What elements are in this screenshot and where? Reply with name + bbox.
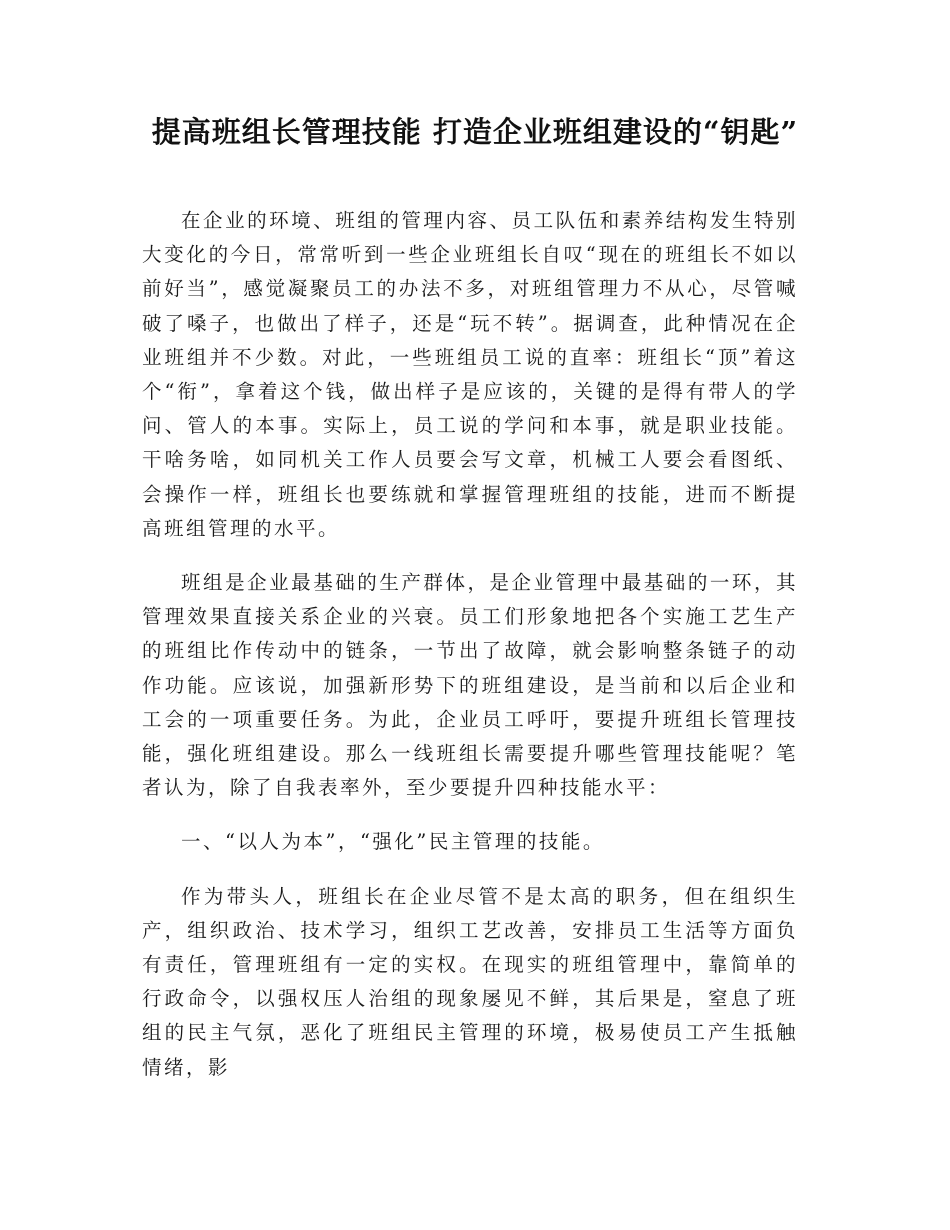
section-heading-1: 一、“以人为本”，“强化”民主管理的技能。: [181, 830, 605, 854]
document-title: 提高班组长管理技能 打造企业班组建设的“钥匙”: [151, 115, 799, 149]
document-body: [142, 204, 798, 1105]
paragraph-section-1: 作为带头人，班组长在企业尽管不是太高的职务，但在组织生产，组织政治、技术学习，组织工艺改善，安排员工生活等方面负有责任，管理班组有一定的实权。在现实的班组管理中，靠简单的行政命令，以强权压人治组的现象屡见不鲜，其后果是，窒息了班组的民主气氛，恶化了班组民主管理的环境，极易使员工产生抵触情绪，影: [142, 884, 798, 1079]
paragraph-intro: 在企业的环境、班组的管理内容、员工队伍和素养结构发生特别大变化的今日，常常听到一些企业班组长自叹“现在的班组长不如以前好当”，感觉凝聚员工的办法不多，对班组管理力不从心，尽管喊破了嗓子，也做出了样子，还是“玩不转”。据调查，此种情况在企业班组并不少数。对此，一些班组员工说的直率：班组长“顶”着这个“衔”，拿着这个钱，做出样子是应该的，关键的是得有带人的学问、管人的本事。实际上，员工说的学问和本事，就是职业技能。干啥务啥，如同机关工作人员要会写文章，机械工人要会看图纸、会操作一样，班组长也要练就和掌握管理班组的技能，进而不断提高班组管理的水平。: [142, 209, 798, 540]
paragraph-team-role: 班组是企业最基础的生产群体，是企业管理中最基础的一环，其管理效果直接关系企业的兴衰。员工们形象地把各个实施工艺生产的班组比作传动中的链条，一节出了故障，就会影响整条链子的动作功能。应该说，加强新形势下的班组建设，是当前和以后企业和工会的一项重要任务。为此，企业员工呼吁，要提升班组长管理技能，强化班组建设。那么一线班组长需要提升哪些管理技能呢？笔者认为，除了自我表率外，至少要提升四种技能水平：: [142, 571, 798, 800]
